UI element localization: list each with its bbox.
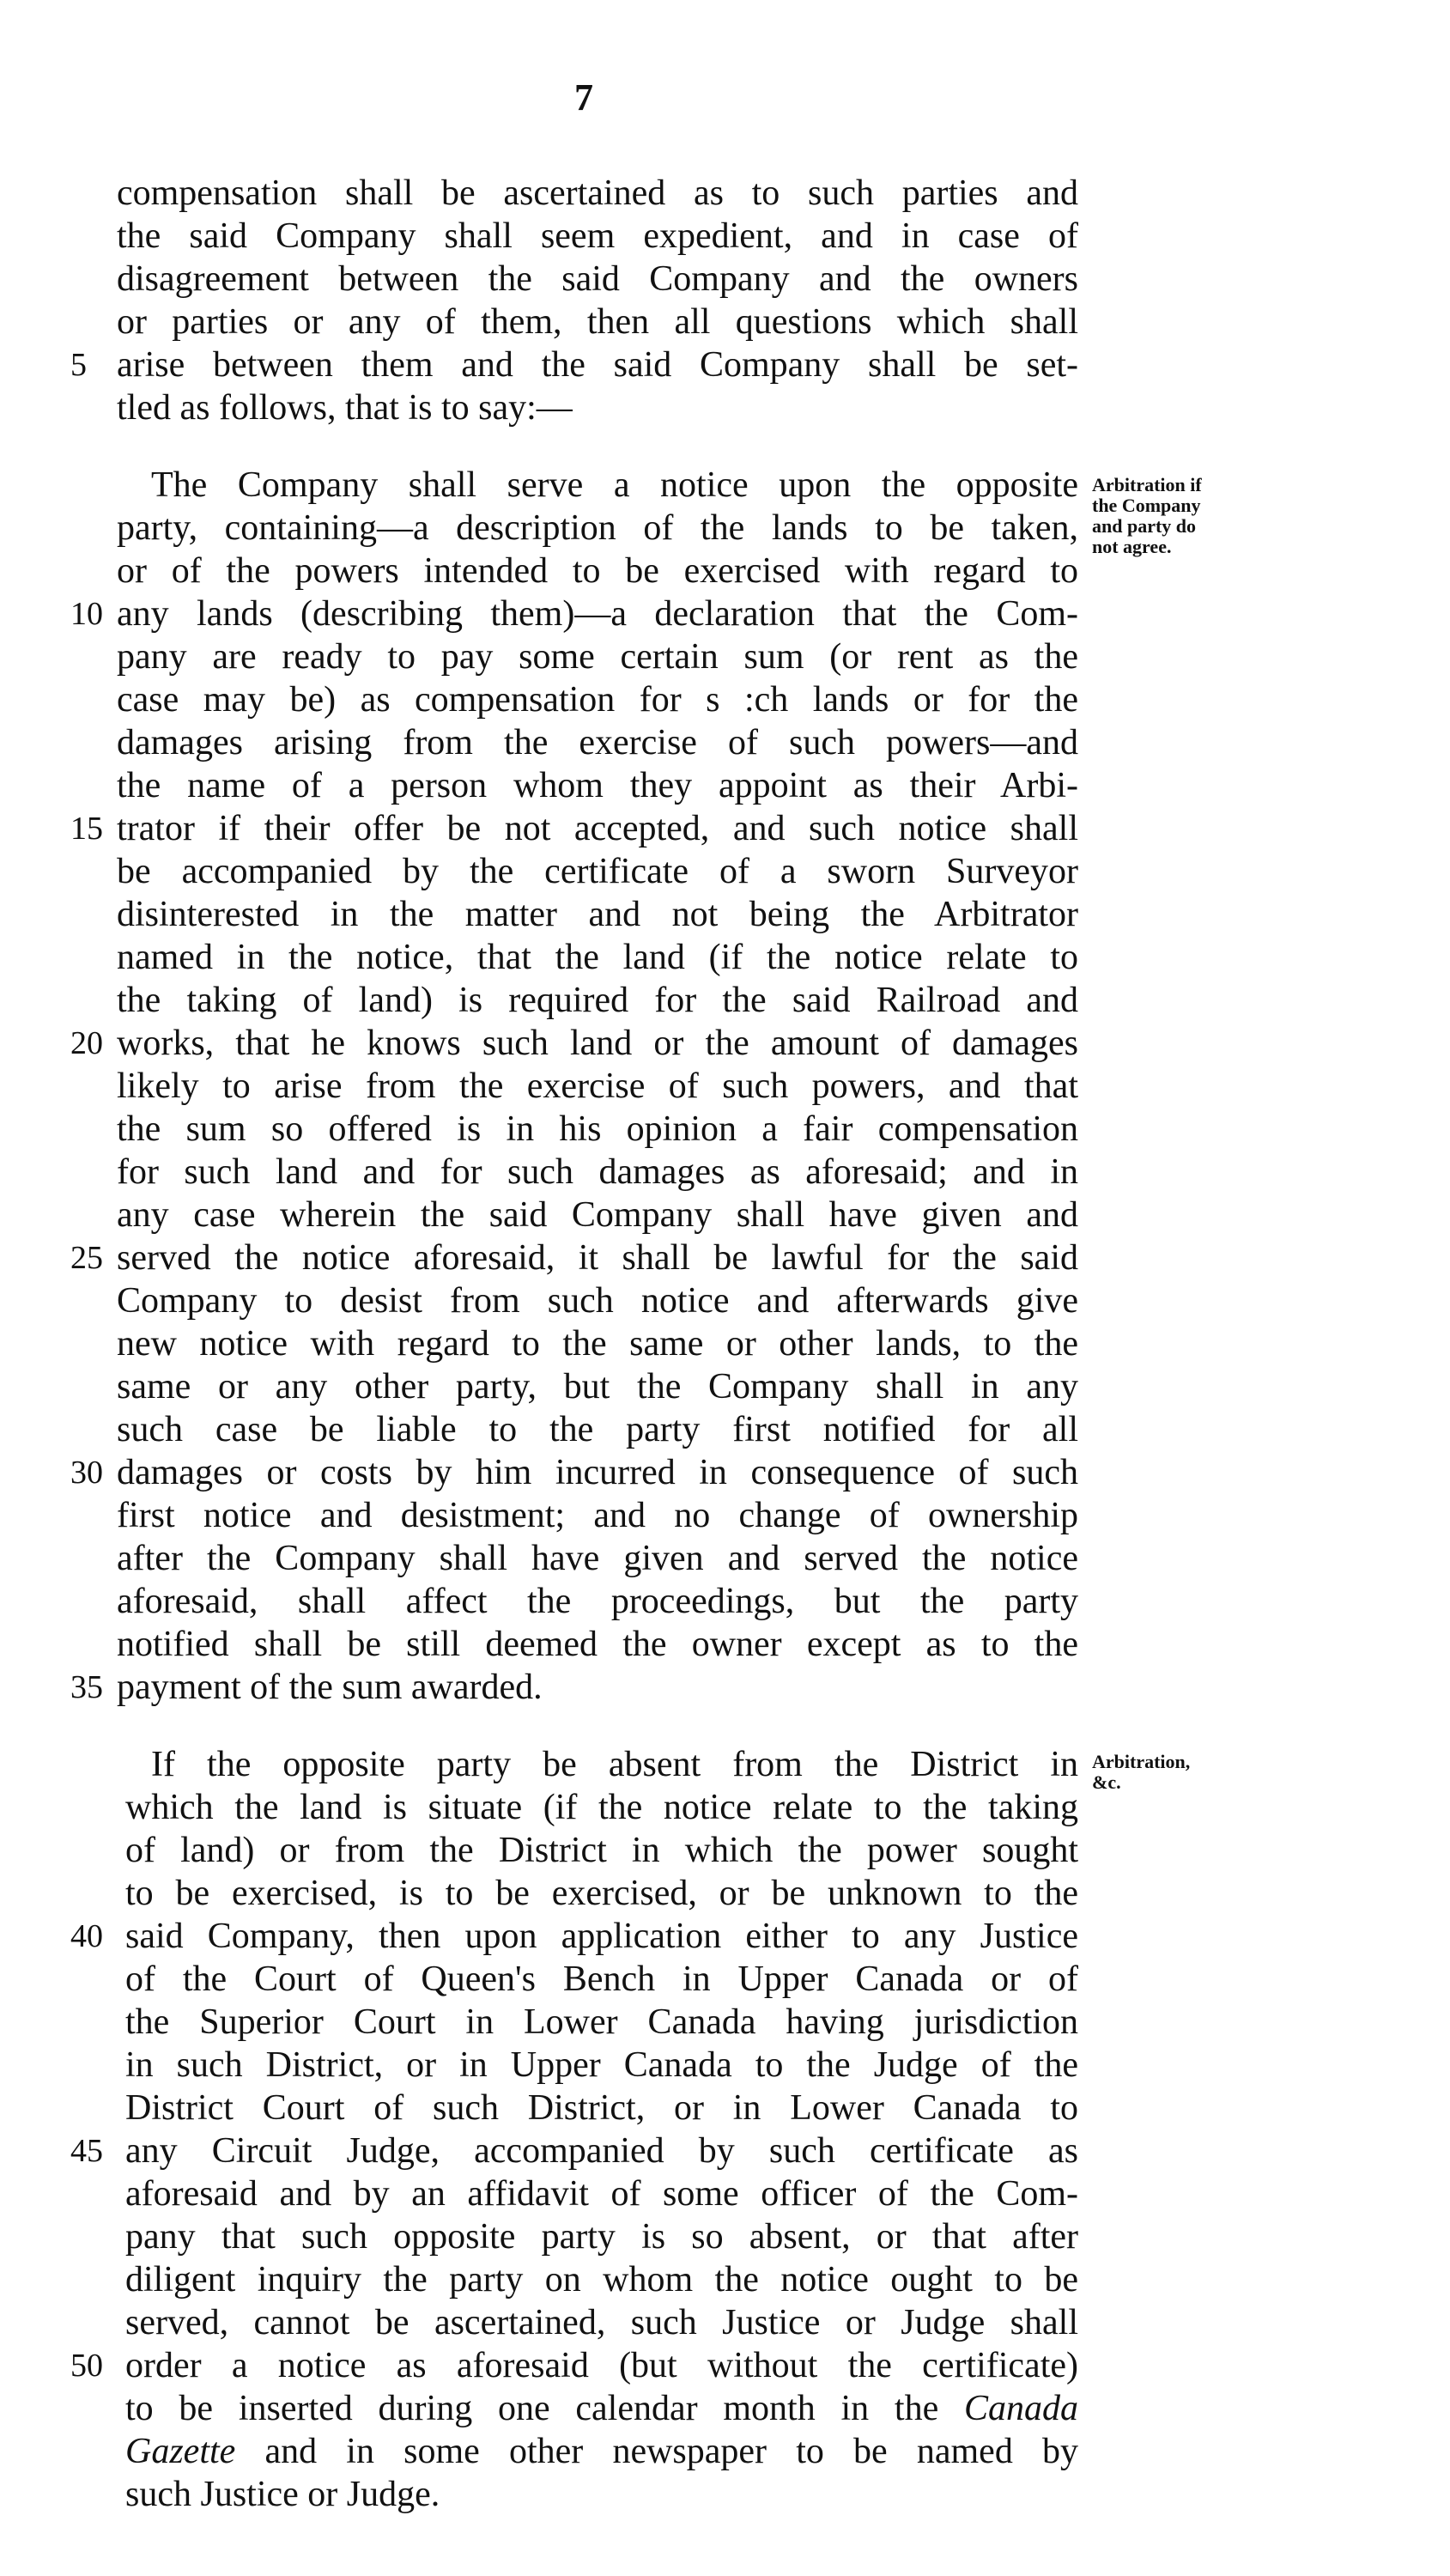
line-number: 30	[70, 1455, 103, 1491]
page-number: 7	[574, 76, 593, 118]
line-number: 25	[70, 1240, 103, 1276]
text-line-part: to be inserted during one calendar month in the	[125, 2389, 939, 2428]
text-line: the sum so offered is in his opinion a fair compensation	[117, 1109, 1078, 1149]
italic-canada: Canada	[963, 2389, 1078, 2428]
text-line: after the Company shall have given and served the notice	[117, 1539, 1078, 1578]
text-line: of land) or from the District in which the power sought	[125, 1831, 1078, 1870]
text-line: disinterested in the matter and not being the Arbitrator	[117, 895, 1078, 934]
text-line: new notice with regard to the same or other lands, to the	[117, 1324, 1078, 1364]
margin-note-line: Arbitration if	[1092, 474, 1202, 495]
text-line: payment of the sum awarded.	[117, 1668, 543, 1707]
margin-note-arbitration-etc	[1092, 1752, 1272, 1793]
text-line: case may be) as compensation for s :ch lands or for the	[117, 680, 1078, 720]
text-line: or of the powers intended to be exercised with regard to	[117, 551, 1078, 591]
margin-note-arbitration	[1092, 475, 1272, 557]
text-line: served the notice aforesaid, it shall be lawful for the said	[117, 1238, 1078, 1278]
text-line: likely to arise from the exercise of such powers, and that	[117, 1066, 1078, 1106]
text-line: Company to desist from such notice and afterwards give	[117, 1281, 1078, 1321]
line-number: 50	[70, 2348, 103, 2384]
line-number: 15	[70, 811, 103, 847]
text-line: such case be liable to the party first notified for all	[117, 1410, 1078, 1449]
text-line: party, containing—a description of the lands to be taken,	[117, 508, 1078, 548]
margin-note-line: not agree.	[1092, 536, 1172, 557]
text-line: District Court of such District, or in Lower Canada to	[125, 2088, 1078, 2128]
text-line: be accompanied by the certificate of a sworn Surveyor	[117, 852, 1078, 891]
text-line: of the Court of Queen's Bench in Upper Canada or of	[125, 1959, 1078, 1999]
text-line: disagreement between the said Company and the owners	[117, 259, 1078, 299]
text-line: for such land and for such damages as aforesaid; and in	[117, 1152, 1078, 1192]
text-line: If the opposite party be absent from the District in	[151, 1745, 1078, 1784]
text-line: such Justice or Judge.	[125, 2475, 440, 2514]
text-line: which the land is situate (if the notice relate to the taking	[125, 1788, 1078, 1827]
text-line	[125, 2430, 1078, 2473]
text-line: any case wherein the said Company shall have given and	[117, 1195, 1078, 1235]
text-line: arise between them and the said Company shall be set-	[117, 345, 1078, 385]
text-line: the taking of land) is required for the said Railroad and	[117, 981, 1078, 1020]
text-line: the said Company shall seem expedient, and in case of	[117, 216, 1078, 256]
line-number: 35	[70, 1669, 103, 1705]
text-line: first notice and desistment; and no change of ownership	[117, 1496, 1078, 1535]
margin-note-line: and party do	[1092, 515, 1197, 537]
text-line: notified shall be still deemed the owner except as to the	[117, 1625, 1078, 1664]
line-number: 40	[70, 1918, 103, 1954]
text-line: the Superior Court in Lower Canada having jurisdiction	[125, 2002, 1078, 2042]
margin-note-line: the Company	[1092, 495, 1201, 516]
text-line-part: and in some other newspaper to be named by	[264, 2432, 1078, 2471]
italic-gazette: Gazette	[125, 2432, 236, 2471]
text-line: to be exercised, is to be exercised, or be unknown to the	[125, 1874, 1078, 1913]
text-line: order a notice as aforesaid (but without the certificate)	[125, 2346, 1078, 2385]
text-line: The Company shall serve a notice upon the opposite	[151, 465, 1078, 505]
text-line: any Circuit Judge, accompanied by such certificate as	[125, 2131, 1078, 2171]
text-line: in such District, or in Upper Canada to the Judge of the	[125, 2045, 1078, 2085]
text-line: damages arising from the exercise of such powers—and	[117, 723, 1078, 762]
line-number: 45	[70, 2133, 103, 2169]
text-line: said Company, then upon application either to any Justice	[125, 1917, 1078, 1956]
text-line	[125, 2387, 1078, 2430]
text-line: tled as follows, that is to say:—	[117, 388, 573, 428]
line-number: 5	[70, 347, 87, 383]
text-line: the name of a person whom they appoint as their Arbi-	[117, 766, 1078, 805]
text-line: any lands (describing them)—a declaration that the Com-	[117, 594, 1078, 634]
text-line: damages or costs by him incurred in consequence of such	[117, 1453, 1078, 1492]
text-line: works, that he knows such land or the amount of damages	[117, 1024, 1078, 1063]
margin-note-line: &c.	[1092, 1771, 1121, 1793]
text-line: compensation shall be ascertained as to such parties and	[117, 173, 1078, 213]
text-line: named in the notice, that the land (if the notice relate to	[117, 938, 1078, 977]
margin-note-line: Arbitration,	[1092, 1751, 1191, 1772]
text-line: pany that such opposite party is so absent, or that after	[125, 2217, 1078, 2257]
text-line: same or any other party, but the Company shall in any	[117, 1367, 1078, 1406]
text-line: trator if their offer be not accepted, and such notice shall	[117, 809, 1078, 848]
text-line: pany are ready to pay some certain sum (or rent as the	[117, 637, 1078, 677]
text-line: diligent inquiry the party on whom the notice ought to be	[125, 2260, 1078, 2300]
text-line: served, cannot be ascertained, such Justice or Judge shall	[125, 2303, 1078, 2342]
text-line: aforesaid, shall affect the proceedings, but the party	[117, 1582, 1078, 1621]
text-line: or parties or any of them, then all questions which shall	[117, 302, 1078, 342]
line-number: 20	[70, 1025, 103, 1061]
line-number: 10	[70, 596, 103, 632]
text-line: aforesaid and by an affidavit of some officer of the Com-	[125, 2174, 1078, 2214]
